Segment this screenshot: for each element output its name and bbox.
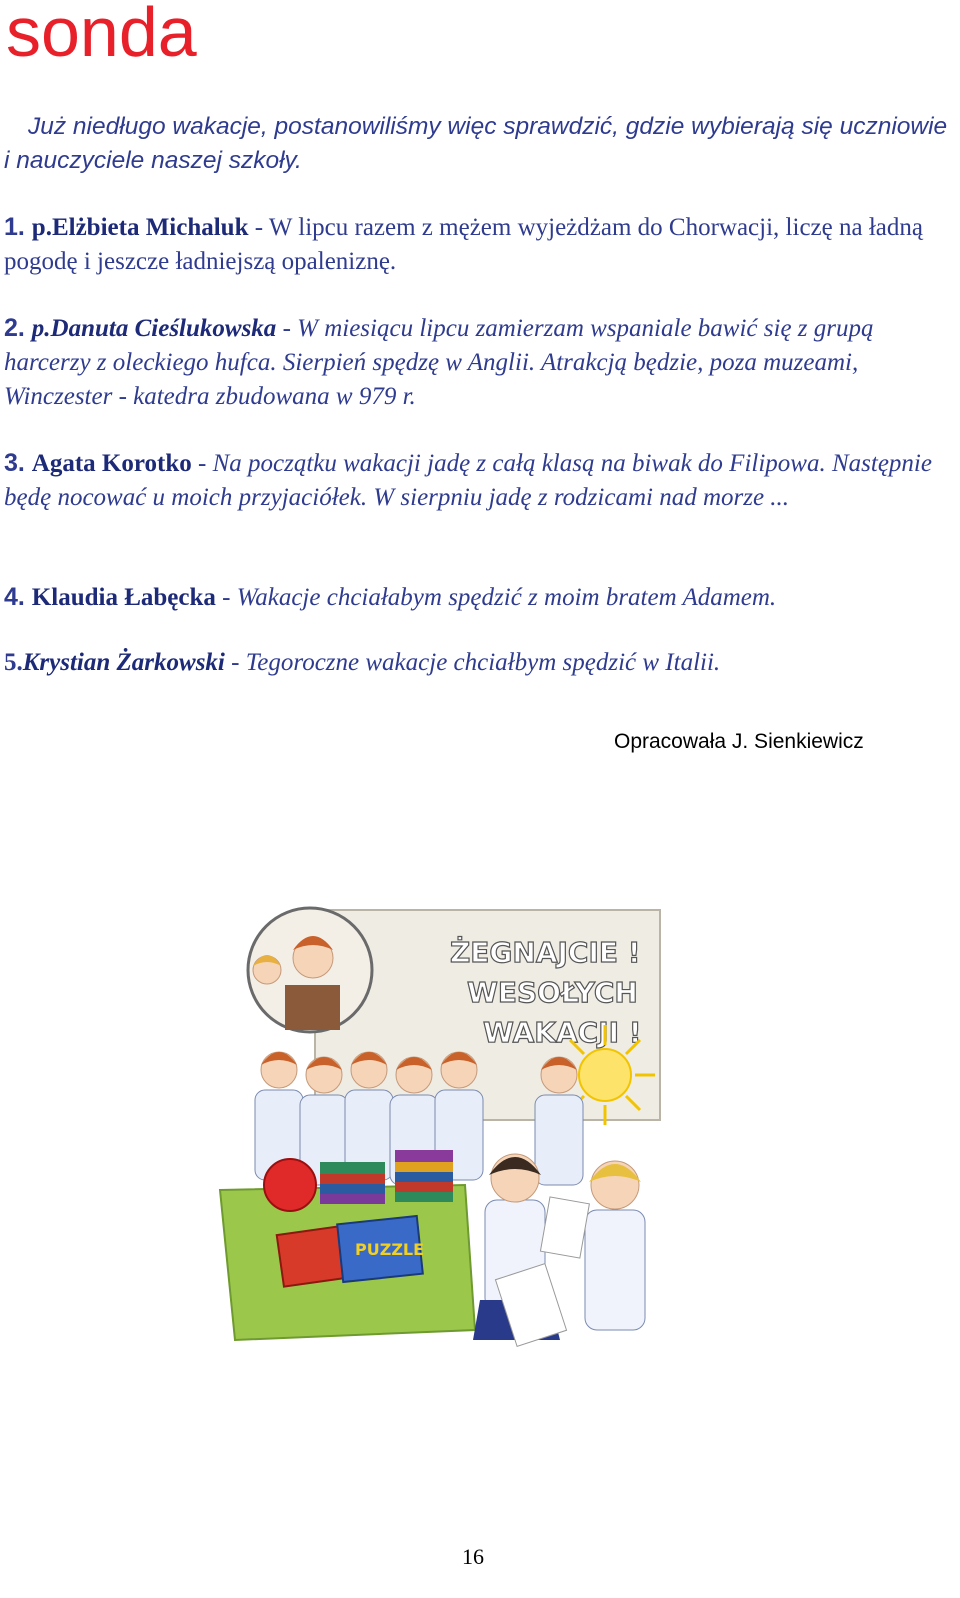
survey-entry-2 <box>4 311 950 414</box>
entry-separator: - <box>276 315 298 342</box>
entry-number: 4. <box>4 583 32 611</box>
entry-name: p.Elżbieta Michaluk <box>31 214 249 241</box>
entry-text: Na początku wakacji jadę z całą klasą na biwak do Filipowa. Następnie będę nocować u moich przyjaciółek. W sierpniu jadę z rodzicami nad morze ... <box>4 450 932 511</box>
teacher-portrait <box>248 908 372 1032</box>
page-title: sonda <box>6 0 197 71</box>
survey-entry-4 <box>4 580 950 615</box>
ball-icon <box>264 1159 316 1211</box>
entry-number: 1. <box>4 213 32 241</box>
entry-text: Wakacje chciałabym spędzić z moim bratem Adamem. <box>236 584 777 611</box>
entry-separator: - <box>191 450 213 477</box>
entry-text: W miesiącu lipcu zamierzam wspaniale bawić się z grupą harcerzy z oleckiego hufca. Sierpień spędzę w Anglii. Atrakcją będzie, poza muzeami, Winczester - katedra zbudowana w 979 r. <box>4 315 874 410</box>
entry-number: 5. <box>4 649 23 676</box>
survey-entry-5 <box>4 646 950 680</box>
entry-number: 3. <box>4 449 32 477</box>
board-text-3: WAKACJI ! <box>483 1016 642 1049</box>
entry-number: 2. <box>4 314 32 342</box>
entry-text: W lipcu razem z mężem wyjeżdżam do Chorwacji, liczę na ładną pogodę i jeszcze ładniejszą opaleniznę. <box>4 214 923 275</box>
board-text-2: WESOŁYCH <box>467 976 638 1009</box>
entry-name: Krystian Żarkowski <box>22 649 225 676</box>
entry-name: Klaudia Łabęcka <box>31 584 216 611</box>
entry-separator: - <box>248 214 269 241</box>
intro-paragraph: Już niedługo wakacje, postanowiliśmy więc sprawdzić, gdzie wybierają się uczniowie i nauczyciele naszej szkoły. <box>4 113 948 174</box>
entry-separator: - <box>215 584 237 611</box>
page-number: 16 <box>462 1544 484 1569</box>
board-text-1: ŻEGNAJCIE ! <box>450 936 641 969</box>
entry-name: Agata Korotko <box>31 450 192 477</box>
entry-separator: - <box>224 649 246 676</box>
puzzle-box-label: PUZZLE <box>355 1240 425 1259</box>
entry-text: Tegoroczne wakacje chciałbym spędzić w Italii. <box>245 649 721 676</box>
author-signature: Opracowała J. Sienkiewicz <box>614 730 864 753</box>
survey-entry-3 <box>4 446 950 515</box>
survey-entry-1 <box>4 210 950 279</box>
entry-name: p.Danuta Cieślukowska <box>31 315 277 342</box>
goodbye-school-illustration <box>205 900 665 1360</box>
